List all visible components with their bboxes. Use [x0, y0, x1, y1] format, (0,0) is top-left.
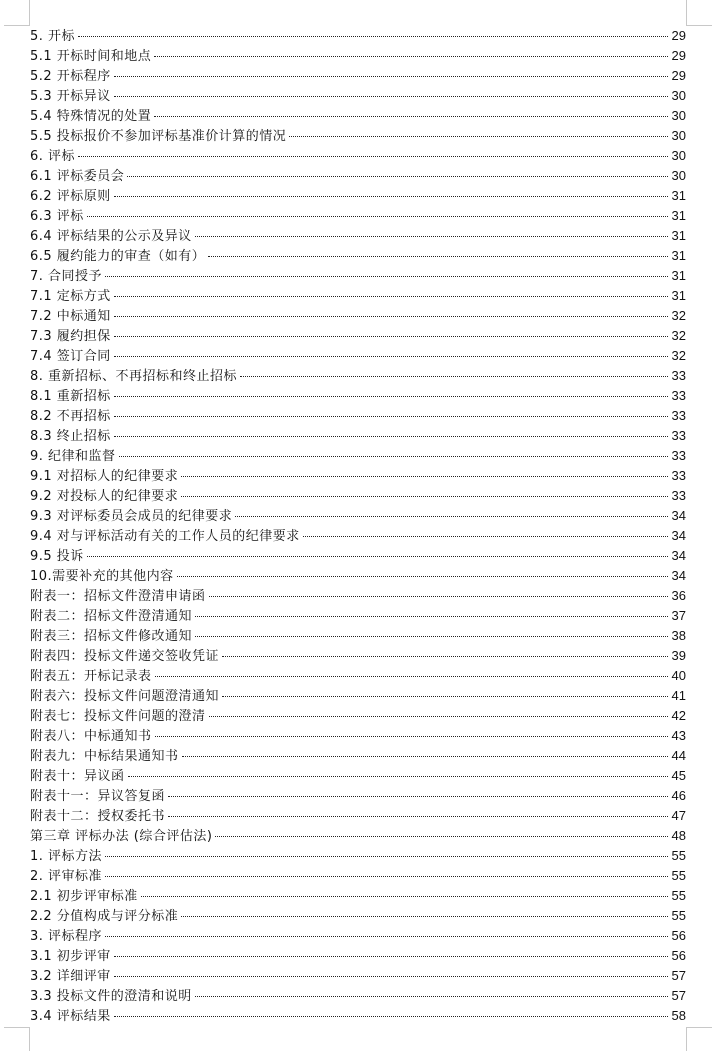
toc-entry-title: 7.2 中标通知 [30, 309, 111, 324]
toc-entry[interactable] [30, 126, 686, 146]
toc-entry-title: 8.1 重新招标 [30, 389, 111, 404]
toc-entry-title: 6.3 评标 [30, 209, 84, 224]
toc-entry-title: 9.5 投诉 [30, 549, 84, 564]
toc-entry[interactable] [30, 426, 686, 446]
toc-entry-page-number: 31 [671, 268, 686, 283]
toc-entry-title: 1. 评标方法 [30, 849, 103, 864]
toc-entry-page-number: 37 [671, 608, 686, 623]
dot-leader [154, 116, 668, 117]
toc-entry-title: 7.4 签订合同 [30, 349, 111, 364]
toc-entry-title: 7. 合同授予 [30, 269, 103, 284]
toc-entry-title: 2.1 初步评审标准 [30, 889, 138, 904]
dot-leader [114, 96, 668, 97]
toc-entry[interactable] [30, 146, 686, 166]
toc-entry[interactable] [30, 306, 686, 326]
toc-entry-title: 6. 评标 [30, 149, 76, 164]
toc-entry-page-number: 43 [671, 728, 686, 743]
dot-leader [208, 256, 668, 257]
toc-entry-title: 6.1 评标委员会 [30, 169, 125, 184]
toc-entry-title: 3.4 评标结果 [30, 1009, 111, 1024]
dot-leader [209, 596, 668, 597]
toc-entry[interactable] [30, 186, 686, 206]
toc-entry[interactable] [30, 286, 686, 306]
toc-entry-page-number: 33 [671, 468, 686, 483]
toc-entry-page-number: 58 [671, 1008, 686, 1023]
dot-leader [119, 456, 668, 457]
toc-entry-page-number: 44 [671, 748, 686, 763]
dot-leader [195, 996, 668, 997]
dot-leader [114, 1016, 668, 1017]
toc-entry-title: 6.4 评标结果的公示及异议 [30, 229, 192, 244]
toc-entry-title: 9.2 对投标人的纪律要求 [30, 489, 179, 504]
toc-entry-page-number: 55 [671, 888, 686, 903]
dot-leader [114, 416, 668, 417]
dot-leader [303, 536, 668, 537]
toc-entry[interactable] [30, 166, 686, 186]
toc-entry-page-number: 33 [671, 448, 686, 463]
page-corner-mark-bottom-left [4, 1027, 30, 1051]
toc-entry-title: 8.2 不再招标 [30, 409, 111, 424]
toc-entry[interactable] [30, 386, 686, 406]
toc-entry-page-number: 38 [671, 628, 686, 643]
toc-entry-page-number: 34 [671, 548, 686, 563]
toc-entry-title: 2. 评审标准 [30, 869, 103, 884]
toc-entry-page-number: 41 [671, 688, 686, 703]
toc-entry-title: 5.4 特殊情况的处置 [30, 109, 152, 124]
dot-leader [114, 196, 668, 197]
toc-entry-page-number: 55 [671, 848, 686, 863]
toc-entry-title: 附表二：招标文件澄清通知 [30, 609, 193, 624]
dot-leader [78, 36, 668, 37]
dot-leader [114, 976, 668, 977]
dot-leader [195, 636, 668, 637]
toc-entry[interactable] [30, 766, 686, 786]
toc-entry[interactable] [30, 666, 686, 686]
dot-leader [289, 136, 668, 137]
toc-entry-page-number: 33 [671, 428, 686, 443]
toc-entry-page-number: 46 [671, 788, 686, 803]
dot-leader [155, 736, 668, 737]
toc-entry-page-number: 31 [671, 208, 686, 223]
dot-leader [128, 776, 668, 777]
dot-leader [222, 696, 668, 697]
toc-entry-title: 附表五：开标记录表 [30, 669, 152, 684]
toc-entry-title: 5.2 开标程序 [30, 69, 111, 84]
toc-entry[interactable] [30, 346, 686, 366]
dot-leader [114, 76, 668, 77]
toc-entry-page-number: 33 [671, 388, 686, 403]
toc-entry[interactable] [30, 486, 686, 506]
toc-entry-title: 3.1 初步评审 [30, 949, 111, 964]
toc-entry[interactable] [30, 326, 686, 346]
toc-entry[interactable] [30, 366, 686, 386]
toc-entry-page-number: 57 [671, 988, 686, 1003]
toc-entry-page-number: 30 [671, 108, 686, 123]
toc-entry-page-number: 30 [671, 128, 686, 143]
toc-entry[interactable] [30, 26, 686, 46]
toc-entry-title: 附表十：异议函 [30, 769, 125, 784]
toc-entry[interactable] [30, 966, 686, 986]
dot-leader [114, 956, 668, 957]
toc-entry-page-number: 32 [671, 348, 686, 363]
toc-entry[interactable] [30, 886, 686, 906]
toc-entry-page-number: 31 [671, 228, 686, 243]
toc-entry[interactable] [30, 706, 686, 726]
toc-entry[interactable] [30, 246, 686, 266]
toc-entry[interactable] [30, 446, 686, 466]
toc-entry-page-number: 31 [671, 188, 686, 203]
toc-entry-page-number: 33 [671, 488, 686, 503]
dot-leader [105, 936, 668, 937]
toc-entry-page-number: 29 [671, 68, 686, 83]
page-corner-mark-bottom-right [686, 1027, 712, 1051]
toc-entry-title: 附表三：招标文件修改通知 [30, 629, 193, 644]
toc-entry[interactable] [30, 266, 686, 286]
toc-entry-page-number: 36 [671, 588, 686, 603]
toc-entry-page-number: 30 [671, 148, 686, 163]
toc-entry-title: 附表八：中标通知书 [30, 729, 152, 744]
toc-entry-title: 附表九：中标结果通知书 [30, 749, 179, 764]
toc-entry-page-number: 39 [671, 648, 686, 663]
toc-entry-title: 6.5 履约能力的审查（如有） [30, 249, 206, 264]
toc-entry-page-number: 29 [671, 28, 686, 43]
toc-entry[interactable] [30, 626, 686, 646]
toc-entry[interactable] [30, 1006, 686, 1026]
toc-entry-page-number: 34 [671, 528, 686, 543]
toc-entry[interactable] [30, 206, 686, 226]
toc-entry-title: 第三章 评标办法 (综合评估法) [30, 829, 213, 844]
toc-entry-title: 附表六：投标文件问题澄清通知 [30, 689, 220, 704]
toc-entry-page-number: 55 [671, 908, 686, 923]
toc-entry-title: 2.2 分值构成与评分标准 [30, 909, 179, 924]
toc-entry[interactable] [30, 46, 686, 66]
dot-leader [177, 576, 668, 577]
dot-leader [114, 396, 668, 397]
toc-entry-title: 5. 开标 [30, 29, 76, 44]
toc-entry[interactable] [30, 526, 686, 546]
dot-leader [155, 676, 668, 677]
dot-leader [127, 176, 668, 177]
toc-entry[interactable] [30, 786, 686, 806]
toc-entry[interactable] [30, 606, 686, 626]
toc-entry[interactable] [30, 686, 686, 706]
toc-entry-page-number: 47 [671, 808, 686, 823]
toc-entry-title: 附表一：招标文件澄清申请函 [30, 589, 206, 604]
toc-entry-title: 5.3 开标异议 [30, 89, 111, 104]
table-of-contents [30, 26, 686, 1026]
dot-leader [114, 296, 668, 297]
dot-leader [181, 496, 668, 497]
toc-entry[interactable] [30, 906, 686, 926]
dot-leader [78, 156, 668, 157]
dot-leader [168, 816, 668, 817]
dot-leader [195, 616, 668, 617]
toc-entry[interactable] [30, 586, 686, 606]
toc-entry-page-number: 45 [671, 768, 686, 783]
toc-entry-page-number: 31 [671, 248, 686, 263]
page-corner-mark-top-right [686, 0, 712, 26]
toc-entry-title: 3.2 详细评审 [30, 969, 111, 984]
dot-leader [154, 56, 668, 57]
toc-entry[interactable] [30, 466, 686, 486]
toc-entry-page-number: 55 [671, 868, 686, 883]
toc-entry-page-number: 33 [671, 408, 686, 423]
dot-leader [222, 656, 668, 657]
dot-leader [195, 236, 668, 237]
toc-entry-title: 9.3 对评标委员会成员的纪律要求 [30, 509, 233, 524]
toc-entry[interactable] [30, 726, 686, 746]
toc-entry-page-number: 40 [671, 668, 686, 683]
toc-entry[interactable] [30, 106, 686, 126]
dot-leader [168, 796, 668, 797]
toc-entry-page-number: 48 [671, 828, 686, 843]
toc-entry[interactable] [30, 66, 686, 86]
toc-entry-page-number: 31 [671, 288, 686, 303]
toc-entry-page-number: 56 [671, 928, 686, 943]
toc-entry[interactable] [30, 806, 686, 826]
toc-entry[interactable] [30, 866, 686, 886]
dot-leader [235, 516, 668, 517]
dot-leader [181, 476, 668, 477]
toc-entry[interactable] [30, 226, 686, 246]
dot-leader [215, 836, 668, 837]
toc-entry-page-number: 29 [671, 48, 686, 63]
toc-entry-title: 附表四：投标文件递交签收凭证 [30, 649, 220, 664]
page-corner-mark-top-left [4, 0, 30, 26]
dot-leader [87, 216, 668, 217]
dot-leader [114, 336, 668, 337]
dot-leader [105, 876, 668, 877]
toc-entry-title: 附表十一：异议答复函 [30, 789, 166, 804]
toc-entry-page-number: 32 [671, 308, 686, 323]
toc-entry-title: 附表七：投标文件问题的澄清 [30, 709, 206, 724]
dot-leader [114, 356, 668, 357]
dot-leader [240, 376, 668, 377]
toc-entry-title: 9.4 对与评标活动有关的工作人员的纪律要求 [30, 529, 300, 544]
toc-entry-page-number: 57 [671, 968, 686, 983]
dot-leader [182, 756, 668, 757]
toc-entry[interactable] [30, 506, 686, 526]
toc-entry-page-number: 30 [671, 168, 686, 183]
toc-entry-page-number: 30 [671, 88, 686, 103]
toc-entry-page-number: 34 [671, 508, 686, 523]
toc-entry[interactable] [30, 406, 686, 426]
dot-leader [181, 916, 668, 917]
toc-entry-title: 8.3 终止招标 [30, 429, 111, 444]
dot-leader [105, 276, 668, 277]
toc-entry[interactable] [30, 86, 686, 106]
toc-entry-page-number: 32 [671, 328, 686, 343]
dot-leader [114, 436, 668, 437]
dot-leader [209, 716, 668, 717]
toc-entry-page-number: 34 [671, 568, 686, 583]
toc-entry[interactable] [30, 566, 686, 586]
toc-entry-title: 3.3 投标文件的澄清和说明 [30, 989, 192, 1004]
toc-entry-title: 9. 纪律和监督 [30, 449, 116, 464]
toc-entry[interactable] [30, 546, 686, 566]
toc-entry[interactable] [30, 926, 686, 946]
dot-leader [87, 556, 668, 557]
toc-entry-title: 附表十二：授权委托书 [30, 809, 166, 824]
toc-entry-title: 3. 评标程序 [30, 929, 103, 944]
toc-entry-page-number: 56 [671, 948, 686, 963]
toc-entry[interactable] [30, 846, 686, 866]
dot-leader [141, 896, 668, 897]
dot-leader [105, 856, 668, 857]
toc-entry-title: 8. 重新招标、不再招标和终止招标 [30, 369, 238, 384]
toc-entry[interactable] [30, 646, 686, 666]
dot-leader [114, 316, 668, 317]
toc-entry-title: 5.1 开标时间和地点 [30, 49, 152, 64]
toc-entry-title: 5.5 投标报价不参加评标基准价计算的情况 [30, 129, 287, 144]
toc-entry-page-number: 33 [671, 368, 686, 383]
toc-entry[interactable] [30, 946, 686, 966]
toc-entry[interactable] [30, 746, 686, 766]
toc-entry-title: 9.1 对招标人的纪律要求 [30, 469, 179, 484]
toc-entry-title: 6.2 评标原则 [30, 189, 111, 204]
toc-entry-title: 7.3 履约担保 [30, 329, 111, 344]
toc-entry[interactable] [30, 826, 686, 846]
toc-entry-title: 7.1 定标方式 [30, 289, 111, 304]
toc-entry-page-number: 42 [671, 708, 686, 723]
toc-entry-title: 10.需要补充的其他内容 [30, 569, 174, 584]
toc-entry[interactable] [30, 986, 686, 1006]
